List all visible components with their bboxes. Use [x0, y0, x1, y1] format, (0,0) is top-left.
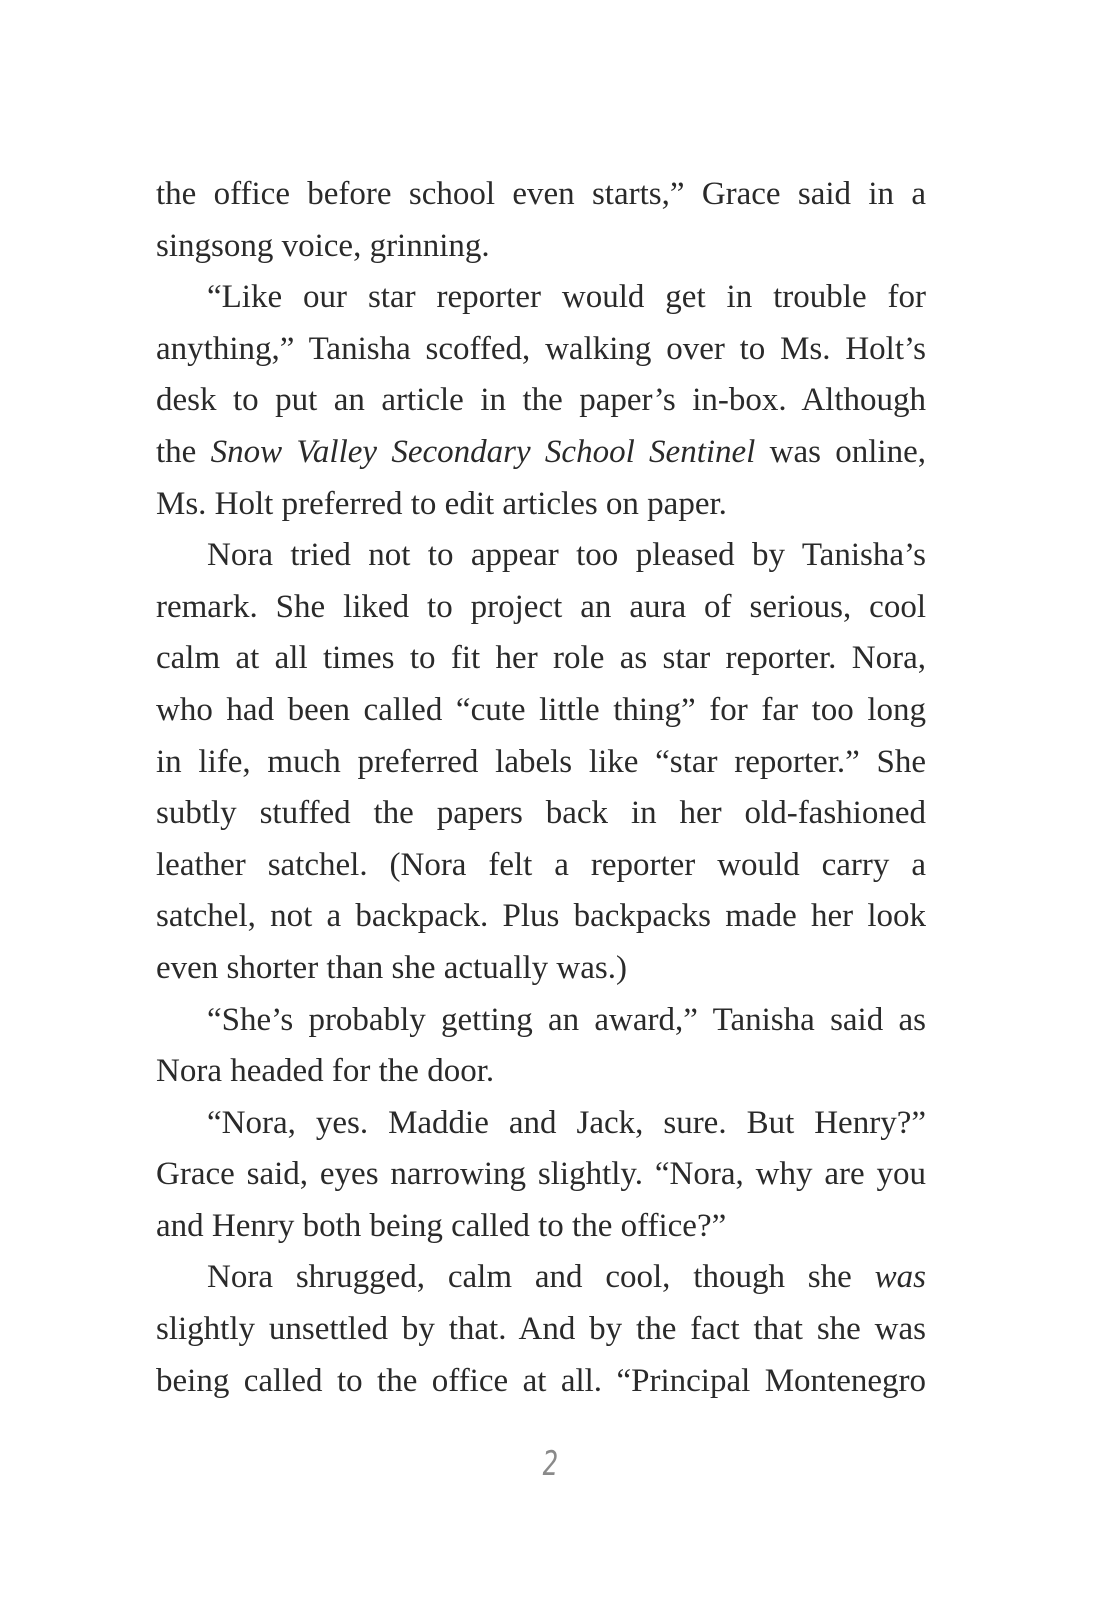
text-line: even shorter than she actually was.)	[156, 949, 627, 986]
text-line: remark. She liked to project an aura of serious, cool	[156, 588, 926, 625]
text-line: and Henry both being called to the office?”	[156, 1207, 727, 1244]
text-line: “Like our star reporter would get in trouble for	[207, 279, 926, 316]
text-line: calm at all times to fit her role as star reporter. Nora,	[156, 640, 926, 677]
text-run: was online,	[755, 433, 926, 470]
text-line: Nora tried not to appear too pleased by Tanisha’s	[207, 537, 926, 574]
text-line: Ms. Holt preferred to edit articles on paper.	[156, 485, 727, 522]
text-line: singsong voice, grinning.	[156, 227, 490, 264]
text-line	[156, 1252, 926, 1304]
text-line: slightly unsettled by that. And by the fact that she was	[156, 1311, 926, 1348]
page-number: 2	[542, 1444, 559, 1484]
text-line: Nora headed for the door.	[156, 1053, 495, 1090]
text-run: the	[156, 433, 211, 470]
text-line: subtly stuffed the papers back in her old-fashioned	[156, 795, 926, 832]
text-line: in life, much preferred labels like “star reporter.” She	[156, 743, 926, 780]
text-line: “Nora, yes. Maddie and Jack, sure. But Henry?”	[207, 1104, 926, 1141]
text-line: desk to put an article in the paper’s in-box. Although	[156, 382, 926, 419]
text-line: “She’s probably getting an award,” Tanisha said as	[207, 1001, 926, 1038]
body-text	[156, 169, 926, 1407]
emphasis: was	[874, 1259, 926, 1296]
text-line: Grace said, eyes narrowing slightly. “Nora, why are you	[156, 1156, 926, 1193]
text-line: the office before school even starts,” Grace said in a	[156, 176, 926, 212]
text-line: satchel, not a backpack. Plus backpacks made her look	[156, 898, 926, 935]
newspaper-title: Snow Valley Secondary School Sentinel	[210, 433, 756, 470]
text-line: who had been called “cute little thing” for far too long	[156, 691, 926, 728]
text-line: anything,” Tanisha scoffed, walking over to Ms. Holt’s	[156, 330, 926, 367]
text-line	[156, 427, 926, 479]
text-line: being called to the office at all. “Principal Montenegro	[156, 1362, 926, 1399]
text-run: Nora shrugged, calm and cool, though she	[207, 1259, 875, 1296]
text-line: leather satchel. (Nora felt a reporter would carry a	[156, 846, 926, 883]
